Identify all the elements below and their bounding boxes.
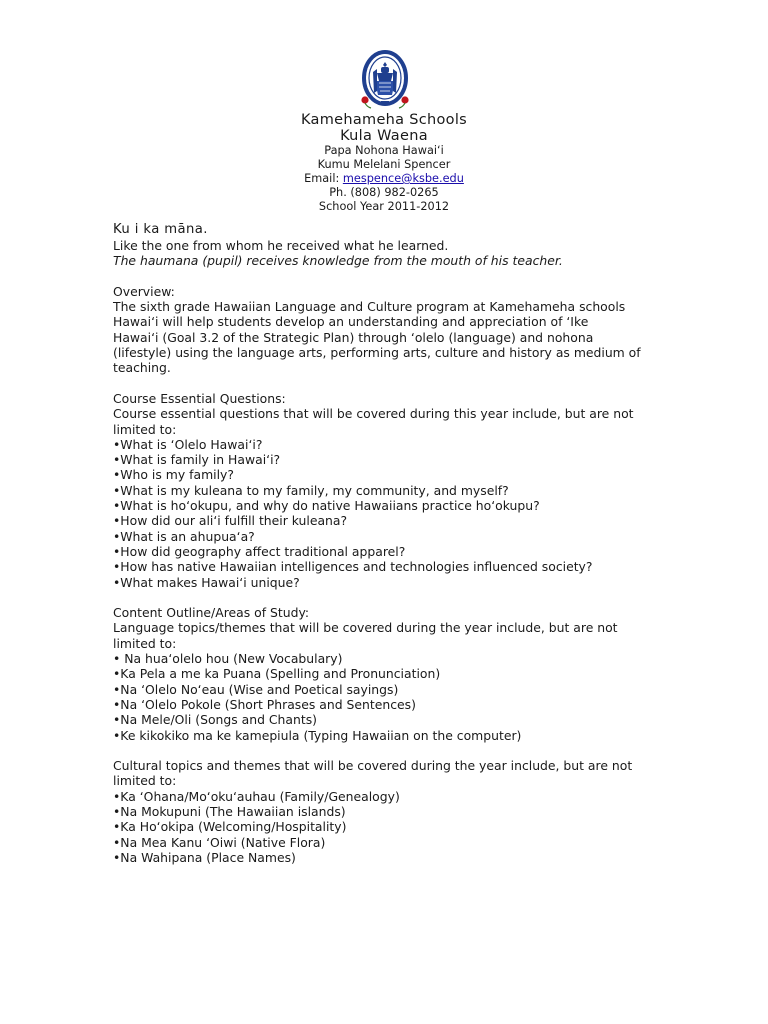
letterhead [234,112,534,214]
cultural-topics-section [113,758,658,865]
questions-intro: limited to: [113,421,177,437]
email-line [234,172,534,186]
language-topic-item: •Ka Pela a me ka Puana (Spelling and Pronunciation) [113,666,441,682]
overview-line: (lifestyle) using the language arts, performing arts, culture and history as medium of [113,345,641,361]
cultural-topic-item: •Ka ‘Ohana/Mo‘oku‘auhau (Family/Genealogy) [113,788,400,804]
email-label: Email: [304,172,343,185]
cultural-topic-item: •Ka Ho‘okipa (Welcoming/Hospitality) [113,819,347,835]
language-topic-item: • Na hua‘olelo hou (New Vocabulary) [113,651,343,667]
teacher-name: Kumu Melelani Spencer [317,158,451,171]
overview-section [113,284,658,376]
cultural-topic-item: •Na Mokupuni (The Hawaiian islands) [113,803,346,819]
overview-line: Hawai‘i will help students develop an understanding and appreciation of ‘Ike [113,314,589,330]
question-item: •Who is my family? [113,467,234,483]
question-item: •What makes Hawai‘i unique? [113,574,300,590]
question-item: •What is ‘Olelo Hawai‘i? [113,436,263,452]
school-campus: Kula Waena [340,128,428,144]
language-topic-item: •Na ‘Olelo No‘eau (Wise and Poetical sayings) [113,681,399,697]
question-item: •What is my kuleana to my family, my community, and myself? [113,482,509,498]
question-item: •How did geography affect traditional apparel? [113,543,406,559]
language-topic-item: •Ke kikokiko ma ke kamepiula (Typing Hawaiian on the computer) [113,727,522,743]
document-body [113,222,658,865]
motto-explanation: The haumana (pupil) receives knowledge from the mouth of his teacher. [113,253,563,269]
cultural-intro: limited to: [113,773,177,789]
question-item: •What is family in Hawai‘i? [113,452,281,468]
overview-line: teaching. [113,360,171,376]
essential-questions-section [113,391,658,590]
content-heading: Content Outline/Areas of Study: [113,605,310,621]
email-link[interactable]: mespence@ksbe.edu [342,172,464,185]
overview-line: Hawai‘i (Goal 3.2 of the Strategic Plan) through ‘olelo (language) and nohona [113,329,594,345]
language-topic-item: •Na Mele/Oli (Songs and Chants) [113,712,317,728]
content-intro: Language topics/themes that will be covered during the year include, but are not [113,620,618,636]
motto-translation: Like the one from whom he received what he learned. [113,238,449,253]
questions-heading: Course Essential Questions: [113,390,286,406]
phone-number: Ph. (808) 982-0265 [329,186,439,199]
school-name: Kamehameha Schools [300,112,468,128]
cultural-intro: Cultural topics and themes that will be covered during the year include, but are not [113,758,633,774]
question-item: •What is an ahupua‘a? [113,528,255,544]
overview-heading: Overview: [113,283,175,299]
question-item: •How has native Hawaiian intelligences and technologies influenced society? [113,559,593,575]
question-item: •What is ho‘okupu, and why do native Hawaiians practice ho‘okupu? [113,498,540,514]
language-topic-item: •Na ‘Olelo Pokole (Short Phrases and Sentences) [113,696,416,712]
content-outline-section [113,605,658,743]
course-name: Papa Nohona Hawai‘i [324,144,444,157]
school-year: School Year 2011-2012 [318,200,450,213]
questions-intro: Course essential questions that will be covered during this year include, but are not [113,406,634,422]
motto-title: Ku i ka māna. [113,222,208,237]
question-item: •How did our ali‘i fulfill their kuleana? [113,513,348,529]
overview-line: The sixth grade Hawaiian Language and Culture program at Kamehameha schools [113,299,626,315]
kamehameha-schools-seal-icon [357,50,413,112]
cultural-topic-item: •Na Wahipana (Place Names) [113,849,296,865]
cultural-topic-item: •Na Mea Kanu ‘Oiwi (Native Flora) [113,834,326,850]
content-intro: limited to: [113,635,177,651]
